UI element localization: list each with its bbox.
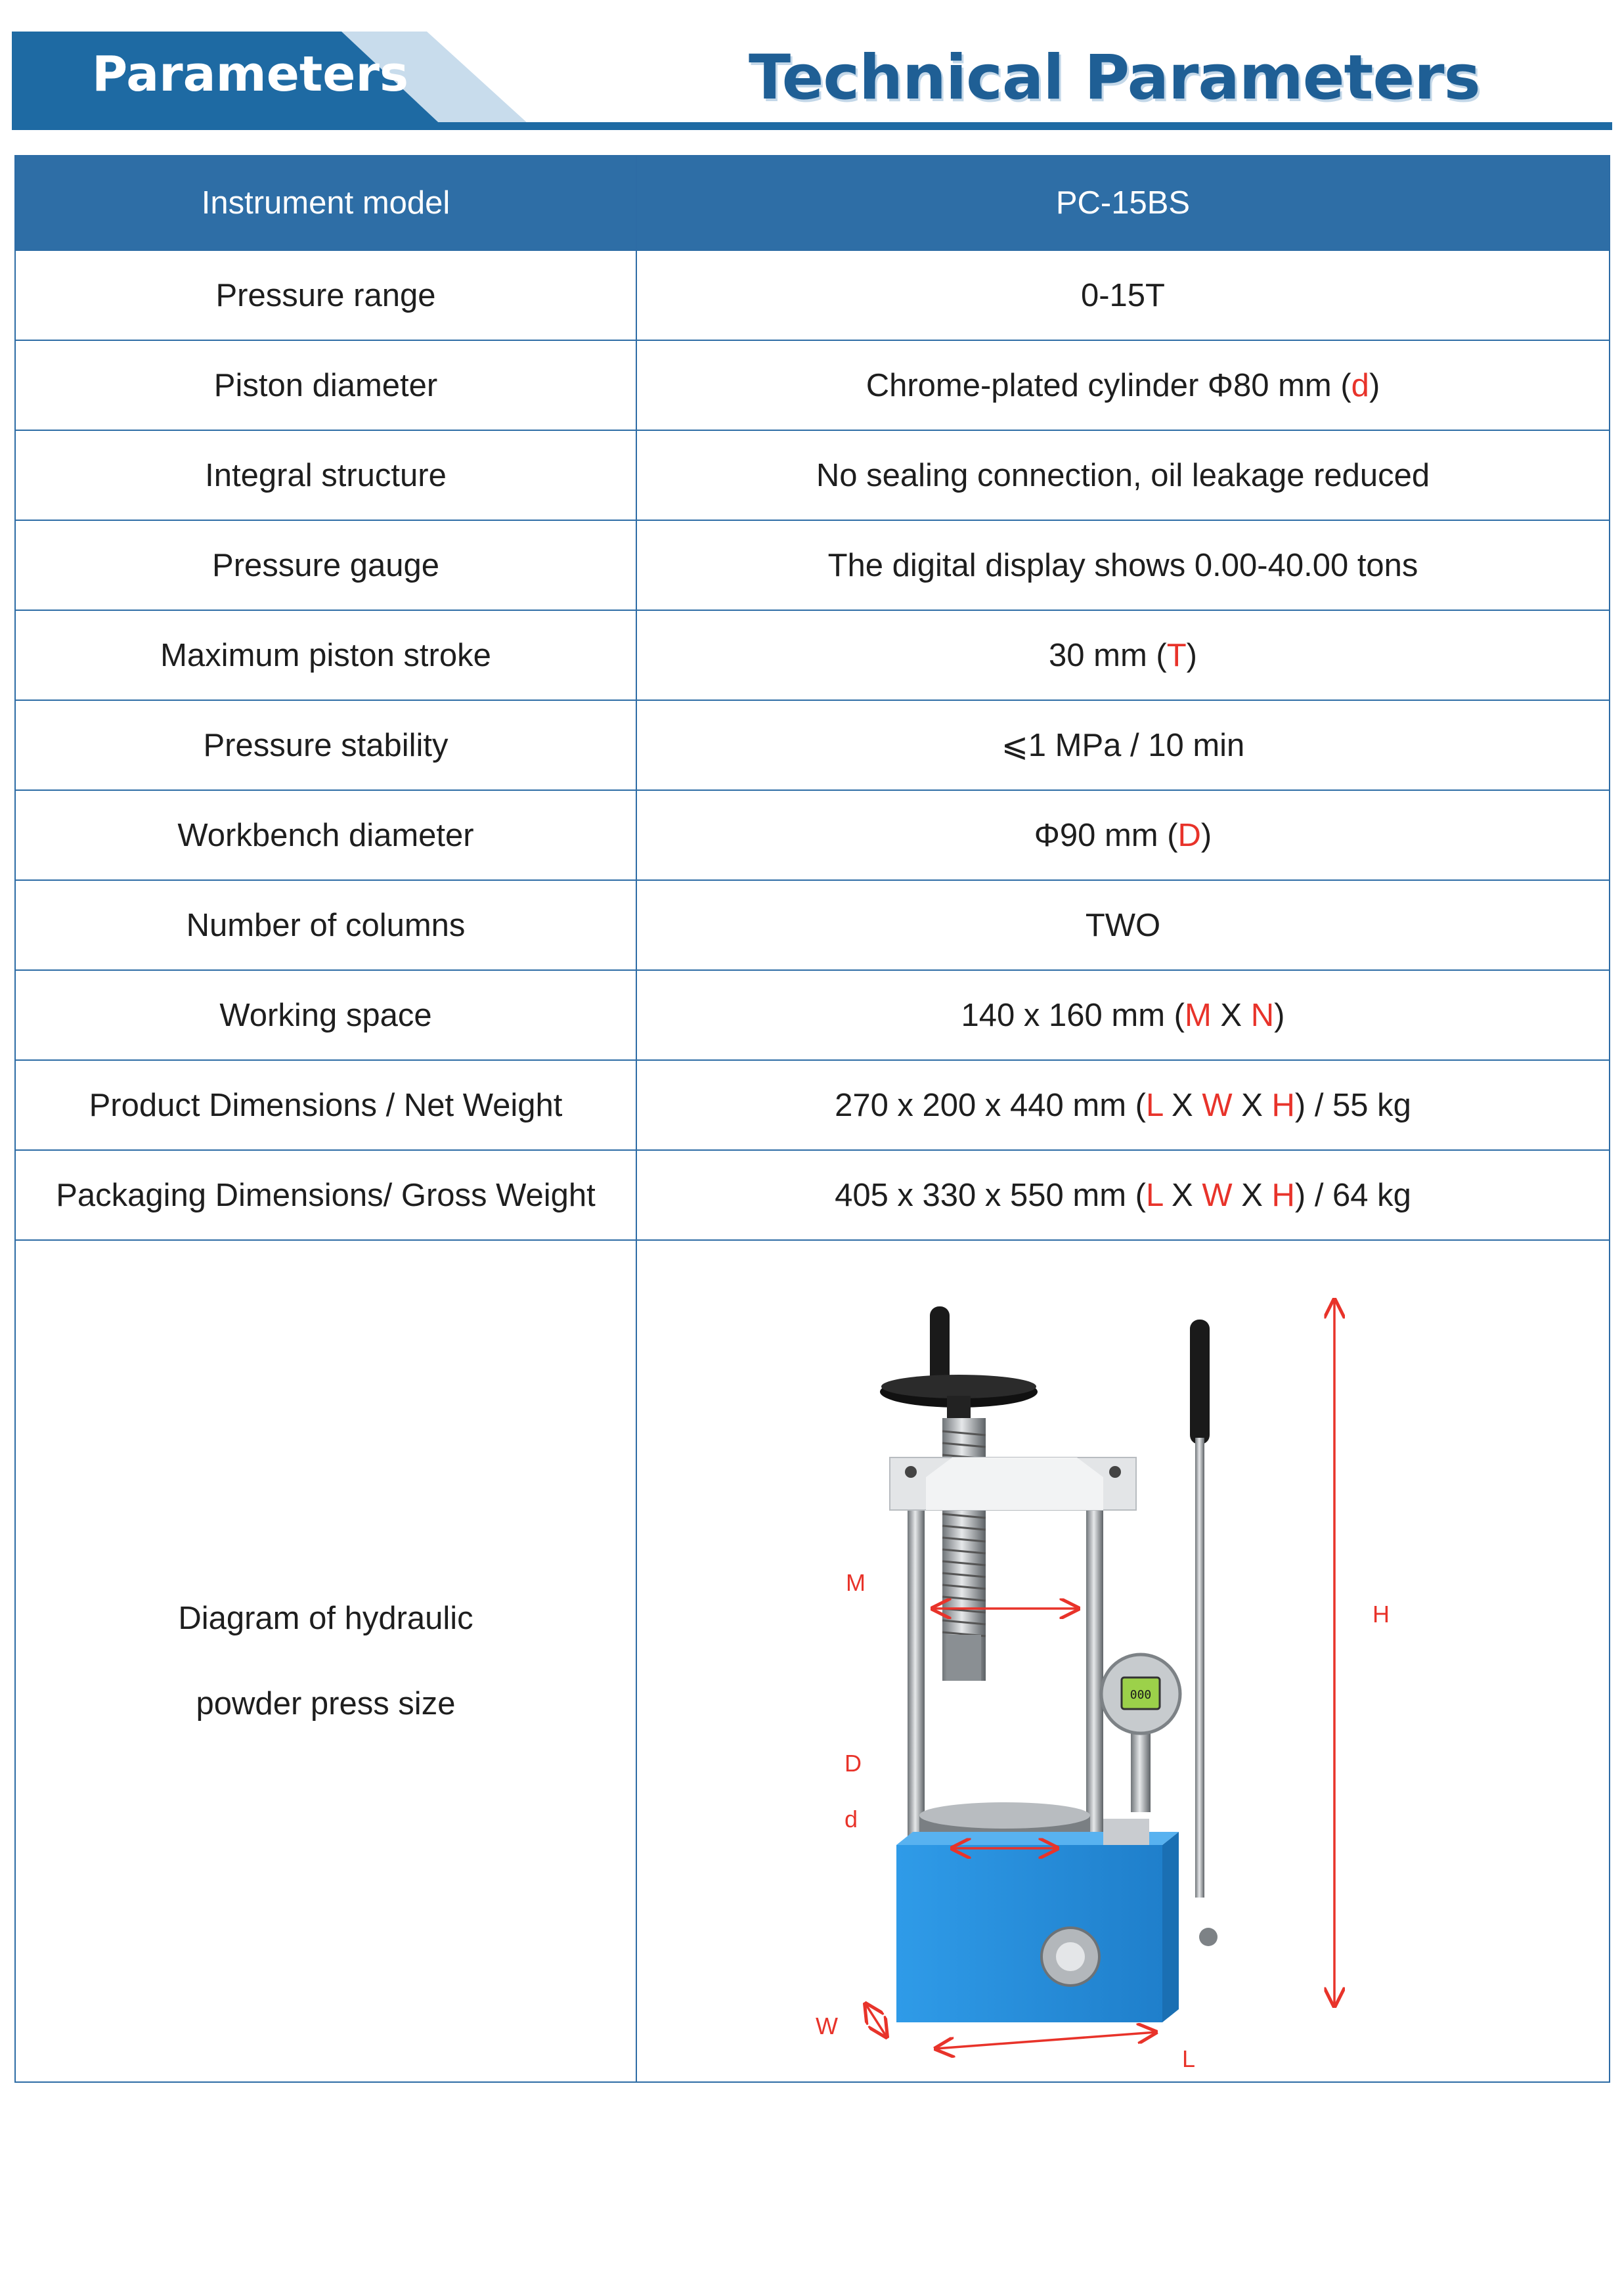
dimension-letter: W — [1202, 1087, 1233, 1123]
column-left — [908, 1490, 925, 1858]
table-row — [15, 610, 1610, 700]
param-value — [636, 970, 1610, 1060]
dimension-letter: d — [1351, 367, 1369, 403]
table-row — [15, 970, 1610, 1060]
press-diagram — [644, 1241, 1618, 2081]
value-text: Chrome-plated cylinder Φ80 mm ( — [866, 367, 1351, 403]
value-text: X — [1232, 1087, 1272, 1123]
param-label: Maximum piston stroke — [15, 610, 636, 700]
pump-lever — [1190, 1320, 1218, 1946]
press-illustration — [644, 1241, 1618, 2081]
param-label: Pressure range — [15, 250, 636, 340]
dimension-letter: M — [1184, 997, 1212, 1033]
release-knob — [1042, 1928, 1099, 1986]
dimension-letter: T — [1166, 637, 1187, 673]
param-label: Pressure stability — [15, 700, 636, 790]
section-tab-label: Parameters — [92, 46, 409, 102]
table-row — [15, 880, 1610, 970]
dimension-label-H: H — [1372, 1601, 1390, 1628]
arrow-W — [866, 2004, 887, 2037]
value-text: X — [1162, 1177, 1202, 1213]
param-label: Packaging Dimensions/ Gross Weight — [15, 1150, 636, 1240]
header-rule — [12, 122, 1612, 130]
pressure-gauge — [1101, 1655, 1180, 1812]
table-row — [15, 520, 1610, 610]
dimension-label-W: W — [816, 2012, 838, 2039]
value-text: ) — [1186, 637, 1197, 673]
value-text: X — [1211, 997, 1251, 1033]
table-row — [15, 250, 1610, 340]
dimension-letter: H — [1271, 1087, 1295, 1123]
value-text: X — [1232, 1177, 1272, 1213]
param-label: Working space — [15, 970, 636, 1060]
diagram-label-cell — [15, 1240, 636, 2082]
param-value — [636, 790, 1610, 880]
param-value — [636, 520, 1610, 610]
table-row — [15, 430, 1610, 520]
parameters-table — [14, 155, 1610, 2083]
dimension-letter: W — [1202, 1177, 1233, 1213]
header-band — [0, 0, 1624, 138]
param-value — [636, 700, 1610, 790]
crank-handle — [880, 1306, 1038, 1418]
param-value — [636, 880, 1610, 970]
dimension-letter: N — [1250, 997, 1275, 1033]
param-value — [636, 610, 1610, 700]
dimension-letter: L — [1145, 1177, 1163, 1213]
value-text: 405 x 330 x 550 mm ( — [835, 1177, 1146, 1213]
dimension-label-L: L — [1182, 2045, 1196, 2072]
table-row — [15, 790, 1610, 880]
value-text: Φ90 mm ( — [1034, 817, 1178, 853]
value-text: ) — [1274, 997, 1285, 1033]
diagram-label-line2: powder press size — [196, 1686, 456, 1722]
value-text: The digital display shows 0.00-40.00 tons — [827, 547, 1418, 583]
table-row — [15, 1060, 1610, 1150]
value-text: 30 mm ( — [1049, 637, 1167, 673]
param-value — [636, 1060, 1610, 1150]
value-text: ) — [1200, 817, 1212, 853]
param-label: Product Dimensions / Net Weight — [15, 1060, 636, 1150]
dimension-label-d: d — [845, 1806, 858, 1833]
param-label: Workbench diameter — [15, 790, 636, 880]
value-text: 0-15T — [1080, 277, 1165, 313]
page-title: Technical Parameters — [749, 42, 1480, 114]
value-text: ) — [1369, 367, 1380, 403]
value-text: 270 x 200 x 440 mm ( — [835, 1087, 1146, 1123]
table-row — [15, 700, 1610, 790]
param-label: Pressure gauge — [15, 520, 636, 610]
gauge-readout: 000 — [1130, 1688, 1152, 1702]
dimension-label-D: D — [845, 1750, 862, 1777]
value-text: ) / 55 kg — [1294, 1087, 1411, 1123]
param-label: Integral structure — [15, 430, 636, 520]
table-header-row — [15, 156, 1610, 250]
header-value-cell: PC-15BS — [636, 156, 1610, 250]
arrow-L — [936, 2032, 1156, 2049]
param-value — [636, 250, 1610, 340]
dimension-label-M: M — [846, 1569, 866, 1596]
table-row — [15, 340, 1610, 430]
crossbeam — [890, 1457, 1136, 1510]
param-label: Piston diameter — [15, 340, 636, 430]
dimension-letter: H — [1271, 1177, 1295, 1213]
diagram-label-line1: Diagram of hydraulic — [178, 1601, 473, 1636]
param-label: Number of columns — [15, 880, 636, 970]
param-value — [636, 430, 1610, 520]
dimension-letter: D — [1177, 817, 1201, 853]
header-label-cell: Instrument model — [15, 156, 636, 250]
param-value — [636, 1150, 1610, 1240]
value-text: ⩽1 MPa / 10 min — [1001, 728, 1245, 763]
table-row — [15, 1150, 1610, 1240]
diagram-cell — [636, 1240, 1610, 2082]
param-value — [636, 340, 1610, 430]
dimension-letter: L — [1145, 1087, 1163, 1123]
value-text: X — [1162, 1087, 1202, 1123]
diagram-row — [15, 1240, 1610, 2082]
value-text: TWO — [1085, 907, 1161, 943]
value-text: 140 x 160 mm ( — [961, 997, 1185, 1033]
value-text: No sealing connection, oil leakage reduced — [816, 457, 1430, 493]
column-right — [1086, 1490, 1103, 1858]
value-text: ) / 64 kg — [1294, 1177, 1411, 1213]
